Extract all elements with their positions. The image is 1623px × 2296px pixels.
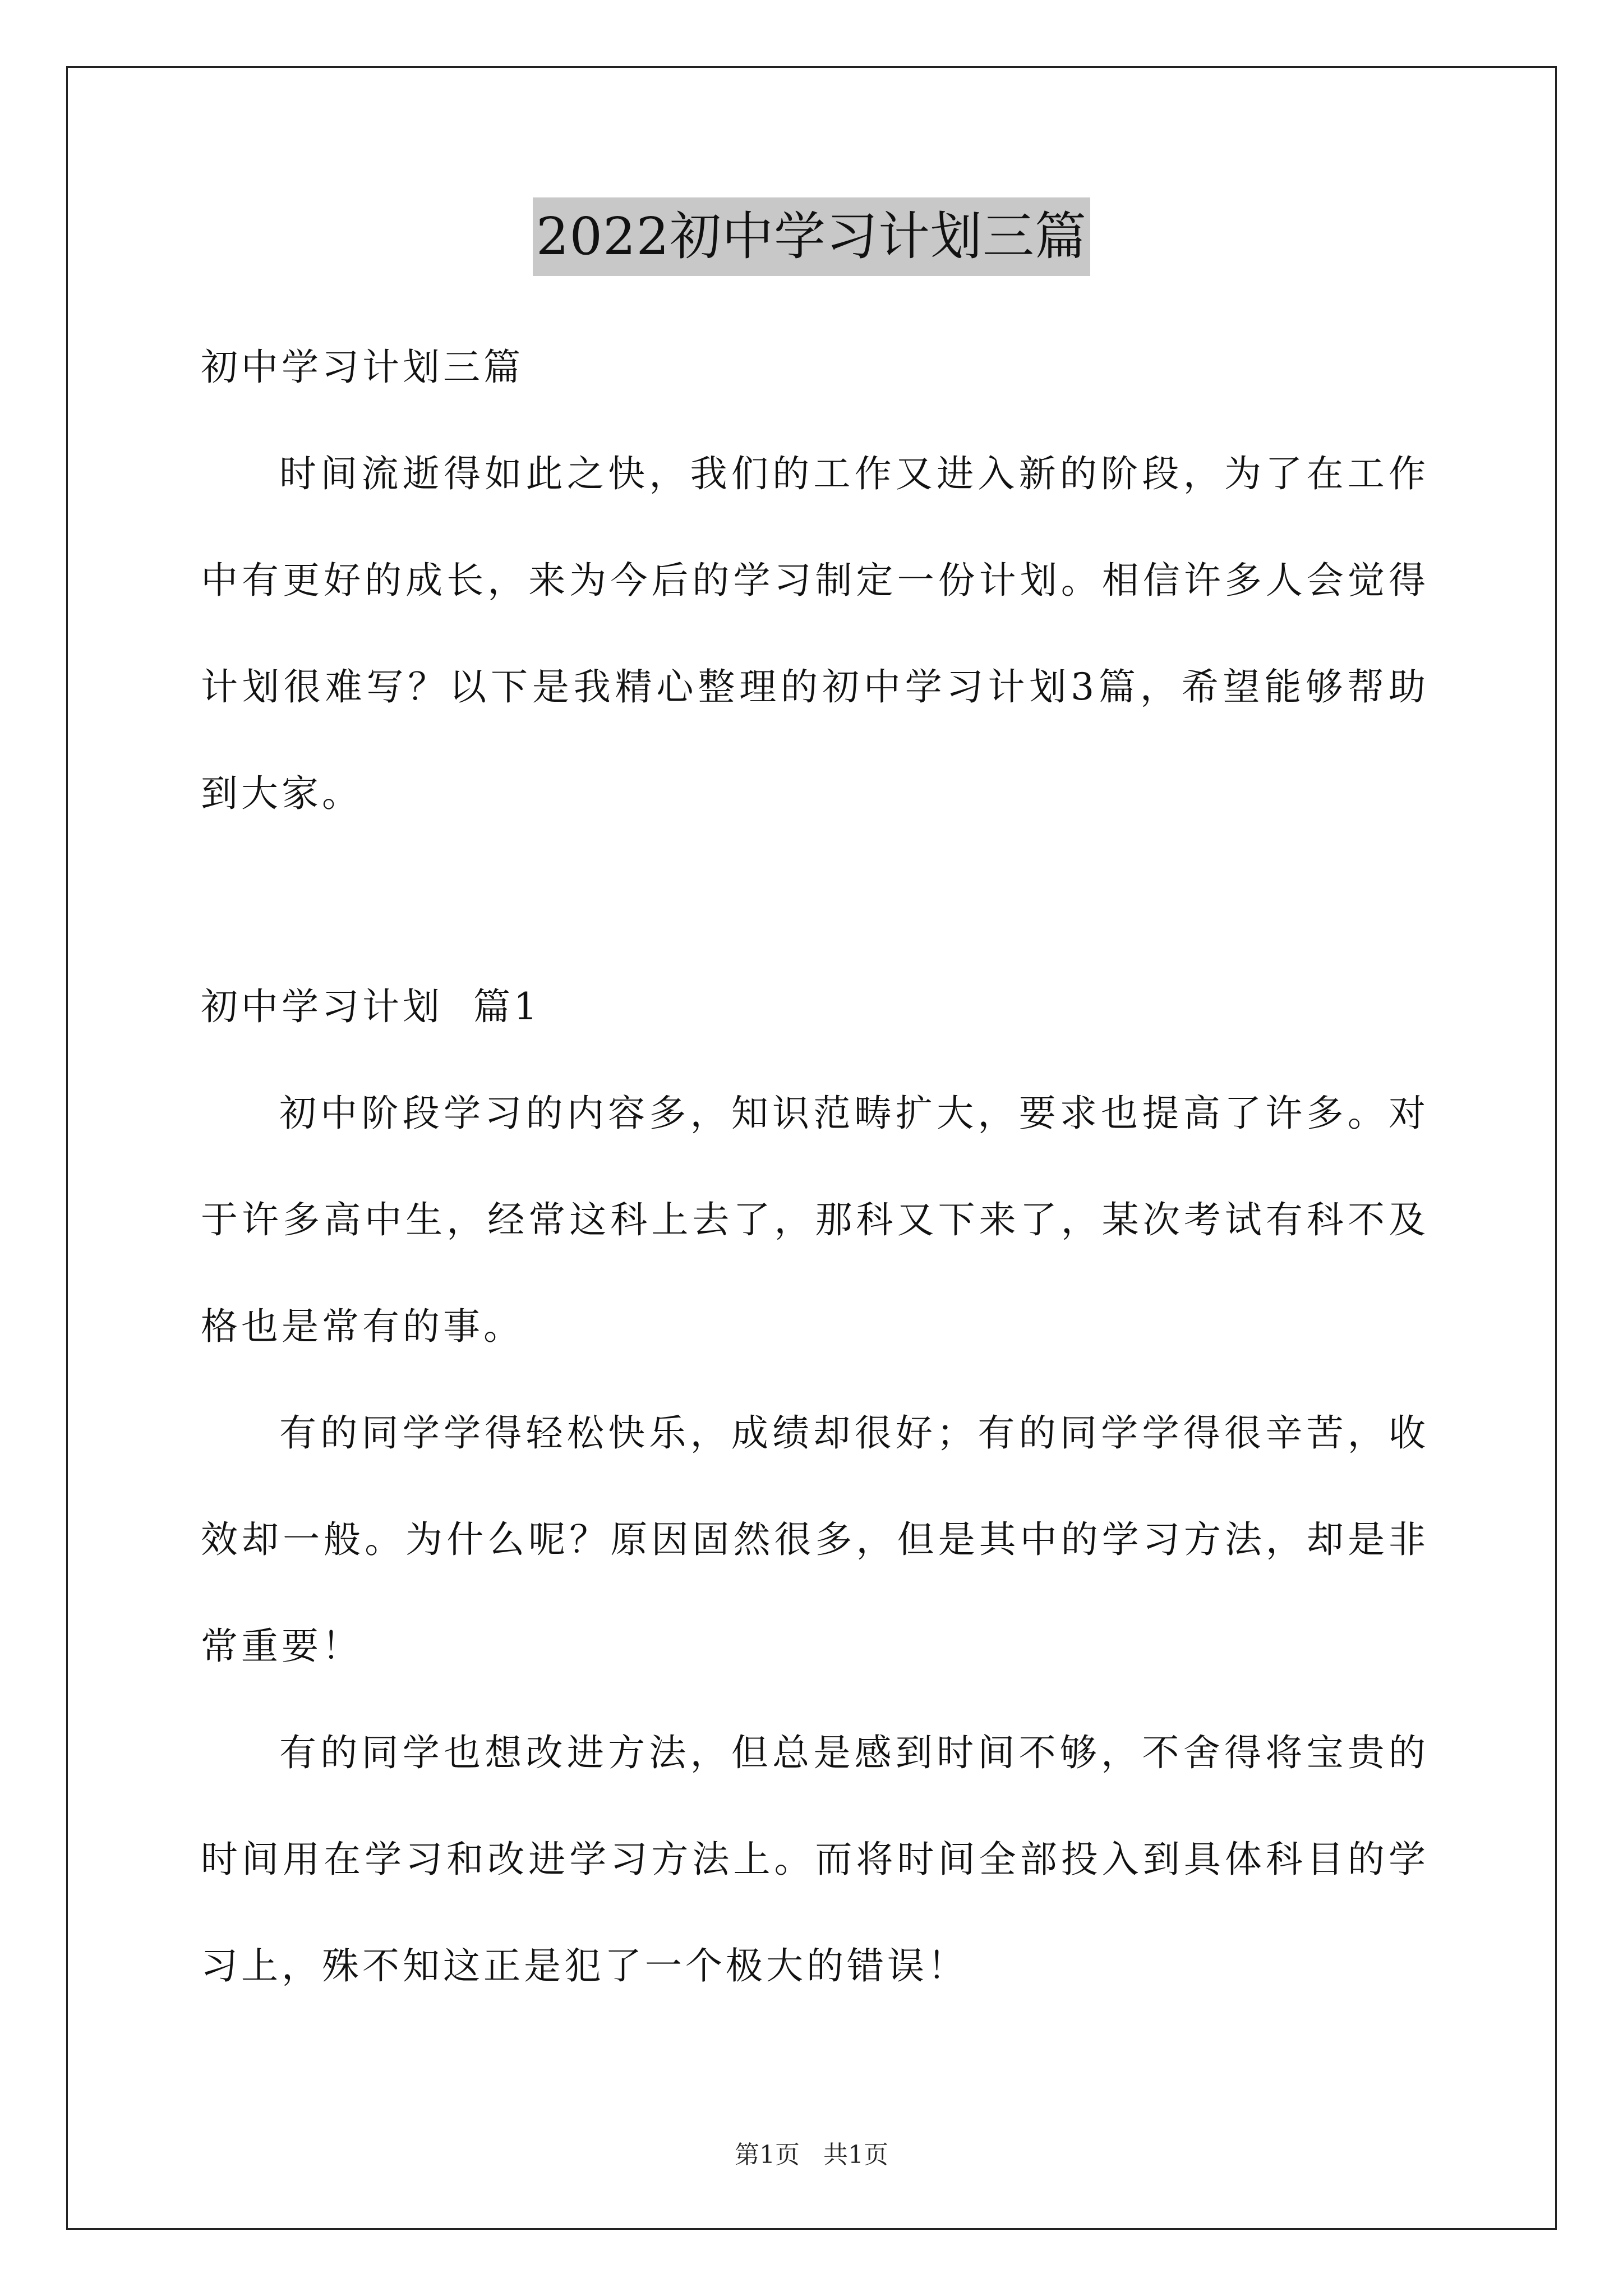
intro-paragraph: 时间流逝得如此之快，我们的工作又进入新的阶段，为了在工作中有更好的成长，来为今后的学习制定一份计划。相信许多人会觉得计划很难写？以下是我精心整理的初中学习计划3篇，希望能够帮助到大家。 [201, 452, 1429, 815]
page-total: 共1页 [823, 2141, 888, 2169]
body-paragraph-3: 有的同学也想改进方法，但总是感到时间不够，不舍得将宝贵的时间用在学习和改进学习方法上。而将时间全部投入到具体科目的学习上，殊不知这正是犯了一个极大的错误！ [201, 1731, 1429, 1987]
title-container [0, 197, 1623, 276]
document-subtitle: 初中学习计划三篇 [201, 346, 524, 389]
page-footer [0, 2134, 1623, 2170]
document-title: 2022初中学习计划三篇 [533, 197, 1090, 276]
body-paragraph-2: 有的同学学得轻松快乐，成绩却很好；有的同学学得很辛苦，收效却一般。为什么呢？原因固然很多，但是其中的学习方法，却是非常重要！ [201, 1411, 1429, 1668]
page-number: 第1页 [735, 2141, 800, 2169]
document-body [201, 314, 1429, 2019]
body-paragraph-1: 初中阶段学习的内容多，知识范畴扩大，要求也提高了许多。对于许多高中生，经常这科上去了，那科又下来了，某次考试有科不及格也是常有的事。 [201, 1092, 1429, 1348]
section-heading: 初中学习计划 篇1 [201, 985, 541, 1028]
section-spacer [201, 847, 1429, 954]
